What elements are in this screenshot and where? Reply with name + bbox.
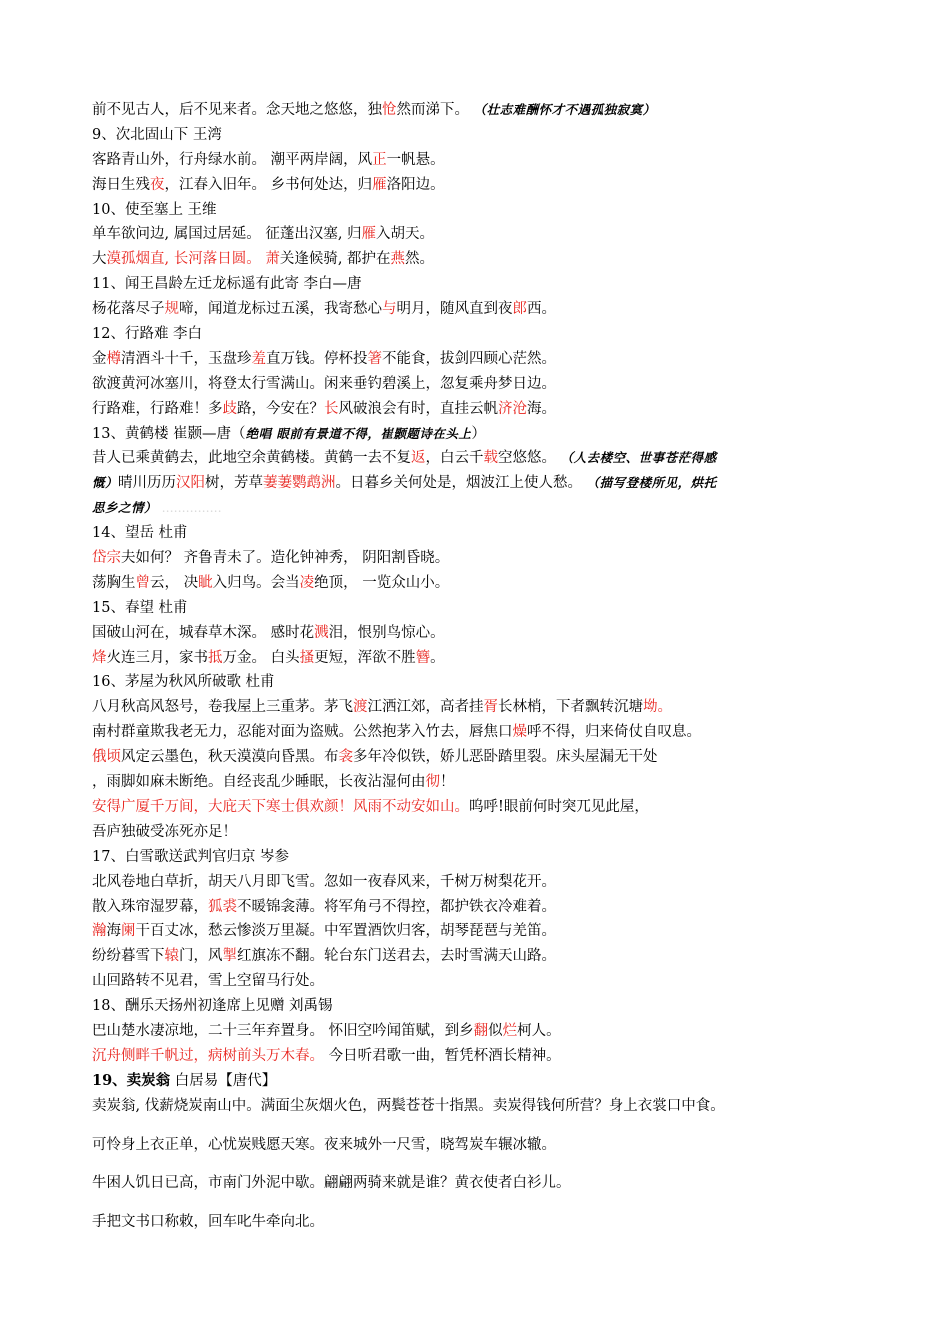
- text-line: [92, 1171, 872, 1196]
- text-line: [92, 422, 872, 447]
- text-run: 长林梢，下者飘转沉塘: [498, 699, 643, 716]
- text-run: 南村群童欺我老无力，忍能对面为盗贼。公然抱茅入竹去，唇焦口: [92, 724, 513, 741]
- text-line: [92, 670, 872, 695]
- text-line: [92, 222, 872, 247]
- text-run: 19、卖炭翁: [92, 1071, 171, 1089]
- text-run: 14、望岳 杜甫: [92, 525, 188, 542]
- text-run: 多年冷似铁，娇儿恶卧踏里裂。床头屋漏无干处: [353, 749, 658, 766]
- text-line: [92, 820, 872, 845]
- annotation-note: （人去楼空、世事苍茫得感: [560, 450, 717, 466]
- text-line: [92, 347, 872, 372]
- text-run: ！: [440, 774, 455, 791]
- text-run: 关逢候骑, 都护在: [279, 251, 391, 268]
- highlighted-text: 坳。: [643, 699, 672, 716]
- highlighted-text: 载: [483, 450, 498, 467]
- highlighted-text: 眦: [198, 574, 213, 591]
- text-run: 干百丈冰，愁云惨淡万里凝。中军置酒饮归客，胡琴琵琶与羌笛。: [135, 923, 556, 940]
- text-line: [92, 546, 872, 571]
- text-run: ，白云千: [425, 450, 484, 467]
- text-run: 江洒江郊，高者挂: [367, 699, 484, 716]
- text-run: 13、黄鹤楼 崔颢—唐（: [92, 425, 246, 442]
- text-line: [92, 895, 872, 920]
- highlighted-text: 烂: [502, 1022, 518, 1039]
- text-run: 不暖锦衾薄。将军角弓不得控，都护铁衣冷难着。: [237, 898, 556, 915]
- highlighted-text: 燕: [390, 251, 406, 268]
- text-run: 今日听君歌一曲，暂凭杯酒长精神。: [324, 1047, 561, 1064]
- text-run: 巴山楚水凄凉地，二十三年弃置身。 怀旧空吟闻笛赋，到乡: [92, 1022, 474, 1039]
- text-line: [92, 845, 872, 870]
- text-line: [92, 123, 872, 148]
- text-line: [92, 919, 872, 944]
- highlighted-text: 彻: [425, 774, 440, 791]
- text-run: 风定云墨色，秋天漠漠向昏黑。布: [121, 749, 339, 766]
- text-line: [92, 720, 872, 745]
- text-line: [92, 1069, 872, 1094]
- text-run: 。日暮乡关何处是，烟波江上使人愁。: [335, 475, 587, 492]
- text-run: 明月，随风直到夜: [396, 301, 513, 318]
- text-run: 纷纷暮雪下: [92, 948, 165, 965]
- text-run: 红旗冻不翻。轮台东门送君去，去时雪满天山路。: [237, 948, 556, 965]
- highlighted-text: 狐裘: [208, 898, 237, 915]
- text-run: 万金。 白头: [222, 649, 300, 666]
- highlighted-text: 夜: [150, 176, 165, 193]
- document-body: [92, 98, 872, 1235]
- highlighted-text: 雁: [372, 176, 387, 193]
- text-run: 欲渡黄河冰塞川，将登太行雪满山。闲来垂钓碧溪上，忽复乘舟梦日边。: [92, 375, 556, 392]
- text-run: 可怜身上衣正单，心忧炭贱愿天寒。夜来城外一尺雪，晓驾炭车辗冰辙。: [92, 1136, 556, 1153]
- text-run: 云， 决: [150, 574, 199, 591]
- text-run: 直万钱。停杯投: [266, 350, 368, 367]
- highlighted-text: 汉阳: [176, 475, 206, 492]
- text-line: [92, 745, 872, 770]
- highlighted-text: 漠孤烟直, 长河落日圆。: [106, 251, 261, 268]
- text-line: [92, 1019, 872, 1044]
- text-run: 夫如何？ 齐鲁青未了。造化钟神秀， 阴阳割昏晓。: [121, 550, 450, 567]
- text-run: 国破山河在，城春草木深。 感时花: [92, 624, 315, 641]
- text-run: 大: [92, 251, 107, 268]
- text-run: 手把文书口称敕，回车叱牛牵向北。: [92, 1214, 324, 1231]
- text-run: 树，芳草: [205, 475, 264, 492]
- highlighted-text: 沉舟侧畔千帆过，病树前头万木春。: [92, 1047, 324, 1064]
- text-run: 散入珠帘湿罗幕，: [92, 898, 208, 915]
- highlighted-text: 返: [411, 450, 426, 467]
- highlighted-text: 济沧: [498, 400, 527, 417]
- text-run: 金: [92, 350, 107, 367]
- text-line: [92, 148, 872, 173]
- text-run: 行路难，行路难！多: [92, 400, 223, 417]
- text-line: [92, 297, 872, 322]
- annotation-note: 绝唱 眼前有景道不得，崔颢题诗在头上: [245, 425, 472, 441]
- text-run: 海日生残: [92, 176, 150, 193]
- text-run: 一帆悬。: [386, 151, 445, 168]
- text-run: 西。: [527, 301, 556, 318]
- text-run: ，江春入旧年。 乡书何处达，归: [164, 176, 373, 193]
- text-run: 卖炭翁, 伐薪烧炭南山中。满面尘灰烟火色，两鬓苍苍十指黑。卖炭得钱何所营？身上衣裳口中食。: [92, 1097, 725, 1114]
- text-line: [92, 1094, 872, 1119]
- text-run: 16、茅屋为秋风所破歌 杜甫: [92, 674, 275, 691]
- highlighted-text: 长: [324, 400, 339, 417]
- highlighted-text: 与: [382, 301, 397, 318]
- highlighted-text: 凌: [299, 574, 315, 591]
- text-run: 晴川历历: [118, 475, 177, 492]
- text-line: [92, 446, 872, 471]
- text-run: 火连三月，家书: [106, 649, 208, 666]
- text-run: ……………: [161, 501, 222, 516]
- highlighted-text: 翻: [473, 1022, 489, 1039]
- highlighted-text: 溅: [314, 624, 329, 641]
- text-run: 风破浪会有时，直挂云帆: [338, 400, 498, 417]
- highlighted-text: 怆: [382, 102, 397, 118]
- text-run: ，雨脚如麻未断绝。自经丧乱少睡眠，长夜沾湿何由: [92, 774, 426, 791]
- text-run: 客路青山外，行舟绿水前。 潮平两岸阔，风: [92, 151, 373, 168]
- text-run: 11、闻王昌龄左迁龙标遥有此寄 李白—唐: [92, 276, 362, 293]
- text-run: 海: [106, 923, 121, 940]
- paragraph-gap: [92, 1196, 872, 1210]
- highlighted-text: 衾: [338, 749, 353, 766]
- text-line: [92, 646, 872, 671]
- text-line: [92, 795, 872, 820]
- text-run: 杨花落尽子: [92, 301, 165, 318]
- text-run: 洛阳边。: [386, 176, 445, 193]
- text-line: [92, 571, 872, 596]
- paragraph-gap: [92, 1157, 872, 1171]
- highlighted-text: 正: [372, 151, 387, 168]
- highlighted-text: 辕: [164, 948, 179, 965]
- highlighted-text: 抵: [208, 649, 223, 666]
- text-run: 单车欲问边, 属国过居延。 征蓬出汉塞, 归: [92, 226, 362, 243]
- highlighted-text: 雁: [361, 226, 377, 243]
- text-run: 门，风: [179, 948, 223, 965]
- highlighted-text: 萋萋鹦鹉洲: [263, 475, 336, 492]
- text-line: [92, 1133, 872, 1158]
- text-line: [92, 770, 872, 795]
- text-run: 12、行路难 李白: [92, 326, 203, 343]
- text-run: 昔人已乘黄鹤去，此地空余黄鹤楼。黄鹤一去不复: [92, 450, 411, 467]
- annotation-note: 思乡之情）: [92, 500, 158, 516]
- annotation-note: （壮志难酬怀才不遇孤独寂寞）: [473, 102, 656, 117]
- highlighted-text: 渡: [353, 699, 368, 716]
- text-run: 啼，闻道龙标过五溪，我寄愁心: [179, 301, 382, 318]
- text-line: [92, 198, 872, 223]
- text-line: [92, 596, 872, 621]
- text-run: 15、春望 杜甫: [92, 599, 188, 616]
- text-run: 北风卷地白草折，胡天八月即飞雪。忽如一夜春风来，千树万树梨花开。: [92, 873, 556, 890]
- highlighted-text: 樽: [106, 350, 121, 367]
- paragraph-gap: [92, 1119, 872, 1133]
- highlighted-text: 歧: [222, 400, 237, 417]
- text-line: [92, 496, 872, 521]
- text-run: 17、白雪歌送武判官归京 岑参: [92, 848, 290, 865]
- text-line: [92, 870, 872, 895]
- text-run: 海。: [527, 400, 556, 417]
- text-run: 柯人。: [517, 1022, 561, 1039]
- text-run: ）: [471, 425, 486, 442]
- text-line: [92, 322, 872, 347]
- highlighted-text: 掣: [222, 948, 237, 965]
- text-run: 空悠悠。: [498, 450, 561, 467]
- text-run: 荡胸生: [92, 574, 136, 591]
- text-run: 八月秋高风怒号，卷我屋上三重茅。茅飞: [92, 699, 353, 716]
- text-line: [92, 621, 872, 646]
- text-run: 然。: [405, 251, 435, 268]
- text-line: [92, 397, 872, 422]
- highlighted-text: 规: [164, 301, 179, 318]
- text-run: 绝顶， 一览众山小。: [314, 574, 450, 591]
- text-run: 入归鸟。会当: [212, 574, 300, 591]
- text-run: 9、次北固山下 王湾: [92, 126, 222, 143]
- text-run: 似: [488, 1022, 503, 1039]
- text-line: [92, 1210, 872, 1235]
- highlighted-text: 安得广厦千万间，大庇天下寒士俱欢颜！风雨不动安如山。: [92, 798, 469, 815]
- highlighted-text: 烽: [92, 649, 107, 666]
- text-line: [92, 1044, 872, 1069]
- highlighted-text: 胥: [483, 699, 498, 716]
- text-line: [92, 969, 872, 994]
- text-run: 前不见古人，后不见来者。念天地之悠悠，独: [92, 102, 382, 118]
- highlighted-text: 岱宗: [92, 550, 121, 567]
- highlighted-text: 郎: [512, 301, 527, 318]
- highlighted-text: 搔: [299, 649, 315, 666]
- highlighted-text: 簪: [415, 649, 431, 666]
- text-line: [92, 272, 872, 297]
- highlighted-text: 瀚: [92, 923, 107, 940]
- text-line: [92, 98, 872, 123]
- text-line: [92, 944, 872, 969]
- highlighted-text: 燥: [512, 724, 527, 741]
- text-run: 10、使至塞上 王维: [92, 201, 217, 218]
- highlighted-text: 阑: [121, 923, 136, 940]
- text-run: 入胡天。: [376, 226, 435, 243]
- highlighted-text: 箸: [367, 350, 382, 367]
- text-run: 山回路转不见君，雪上空留马行处。: [92, 973, 324, 990]
- text-line: [92, 471, 872, 496]
- text-line: [92, 173, 872, 198]
- highlighted-text: 曾: [135, 574, 150, 591]
- text-run: 不能食，拔剑四顾心茫然。: [382, 350, 556, 367]
- text-run: 泪，恨别鸟惊心。: [328, 624, 445, 641]
- text-run: 白居易【唐代】: [170, 1072, 277, 1089]
- text-run: 吾庐独破受冻死亦足！: [92, 823, 237, 840]
- text-run: 路，今安在？: [237, 400, 324, 417]
- text-line: [92, 372, 872, 397]
- text-run: 牛困人饥日已高，市南门外泥中歇。翩翩两骑来就是谁？黄衣使者白衫儿。: [92, 1175, 571, 1192]
- text-run: 。: [430, 649, 445, 666]
- highlighted-text: 萧: [265, 251, 280, 268]
- highlighted-text: 俄顷: [92, 749, 121, 766]
- text-run: 清酒斗十千，玉盘珍: [121, 350, 252, 367]
- text-line: [92, 695, 872, 720]
- text-line: [92, 521, 872, 546]
- text-line: [92, 994, 872, 1019]
- annotation-note: （描写登楼所见，烘托: [586, 475, 717, 491]
- text-line: [92, 247, 872, 272]
- text-run: 更短，浑欲不胜: [314, 649, 416, 666]
- text-run: 呼不得，归来倚仗自叹息。: [527, 724, 701, 741]
- highlighted-text: 羞: [251, 350, 266, 367]
- text-run: 18、酬乐天扬州初逢席上见赠 刘禹锡: [92, 998, 333, 1015]
- text-run: 然而涕下。: [396, 102, 474, 118]
- text-run: 呜呼!眼前何时突兀见此屋，: [469, 798, 649, 815]
- annotation-note: 慨）: [92, 475, 119, 491]
